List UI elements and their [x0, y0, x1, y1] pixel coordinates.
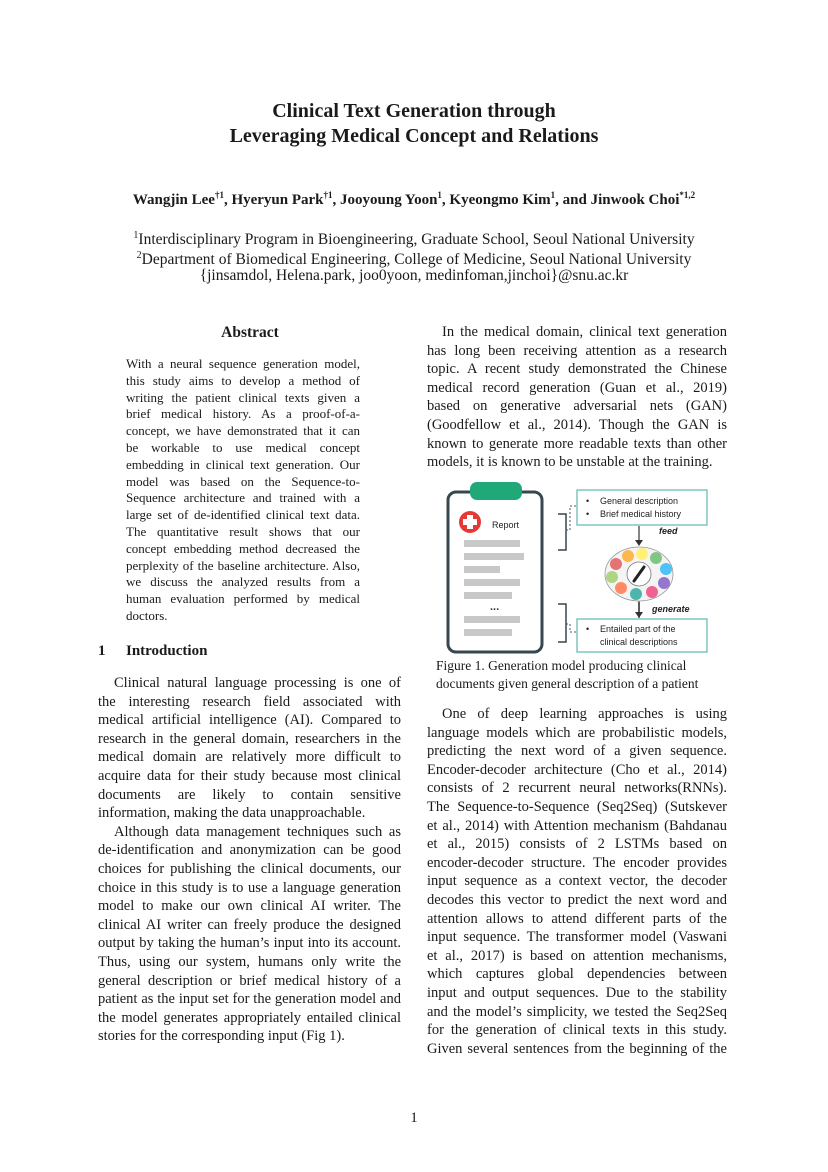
body-text-line: research in the general domain, researchers in the	[98, 730, 401, 747]
author-name: Kyeongmo Kim	[449, 192, 551, 208]
input-connector	[566, 506, 576, 530]
text-bar	[464, 579, 520, 586]
body-text-line: et al., 2015) consists of 2 LSTMs based on	[427, 836, 727, 853]
body-text-line: topic. A recent study demonstrated the Chinese	[427, 361, 727, 378]
body-text-line: Given several sentences from the beginning of the	[427, 1040, 727, 1057]
body-text-line: One of deep learning approaches is using	[442, 706, 727, 722]
body-text-line: clinical AI writer can freely produce the designed	[98, 916, 401, 933]
author-emails: {jinsamdol, Helena.park, joo0yoon, medinfoman,jinchoi}@snu.ac.kr	[199, 267, 629, 284]
paper-title-line-2: Leveraging Medical Concept and Relations	[229, 125, 599, 147]
output-line: clinical descriptions	[600, 637, 678, 647]
input-bullet: •	[586, 496, 590, 506]
body-text-line: medical artificial intelligence (AI). Compared to	[98, 712, 401, 729]
abstract-heading: Abstract	[221, 324, 279, 341]
body-text-line: the model generates appropriately entailed clinical	[98, 1009, 401, 1026]
author-list: Wangjin Lee$^{\dagger 1}$, Hyeryun Park$^{\dagger 1}$, Jooyoung Yoon$^1$, Kyeongmo Kim$^1$, and Jinwook Choi$^{*1,2}$	[132, 190, 696, 208]
affiliation-text: Interdisciplinary Program in Bioengineering, Graduate School, Seoul National University	[138, 231, 695, 249]
output-bullet: •	[586, 624, 590, 634]
author-sup: 1	[550, 190, 556, 200]
body-text-line: language models which are probabilistic models,	[427, 724, 727, 741]
body-text-line: model to make our own clinical AI writer. The	[98, 898, 401, 915]
generate-label: generate	[652, 604, 690, 614]
body-text-line: based on generative adversarial nets (GAN)	[427, 398, 727, 415]
body-text-line: and the model’s simplicity, we tested the Seq2Seq	[427, 1003, 727, 1020]
section-number: 1	[98, 643, 106, 659]
body-text-line: models, it is known to be unstable at the training.	[427, 454, 713, 471]
clipboard-clip	[470, 482, 522, 500]
body-text-line: information, making the data unapproachable.	[98, 805, 366, 822]
abstract-line: we discuss the analyzed results from a	[126, 574, 360, 590]
ellipsis: ...	[490, 601, 500, 613]
body-text-line: choice in this study is to use a language generation	[98, 879, 401, 896]
author-sup: †1	[214, 190, 224, 200]
author-name: Jooyoung Yoon	[340, 192, 438, 208]
abstract-line: large set of de-identified clinical text data.	[126, 507, 360, 523]
input-item: General description	[600, 496, 679, 506]
output-bracket	[558, 604, 566, 642]
abstract-line: The quantitative result shows that our	[126, 524, 360, 539]
text-bar	[464, 553, 524, 560]
text-bar	[464, 616, 520, 623]
output-connector	[566, 624, 576, 632]
affiliation-text: Department of Biomedical Engineering, College of Medicine, Seoul National University	[141, 251, 692, 269]
page-number: 1	[410, 1110, 418, 1126]
figure-caption-line-2: documents given general description of a patient	[436, 676, 699, 691]
input-item: Brief medical history	[600, 509, 682, 519]
body-text-line: documents are likely to contain sensitive	[98, 786, 401, 803]
body-text-line: acquire data for their study because most clinical	[98, 768, 401, 784]
abstract-line: writing the patient clinical texts given a	[126, 389, 360, 405]
body-text-line: medical record generation (Guan et al., 2019)	[427, 379, 727, 396]
body-text-line: Clinical natural language processing is one of	[114, 675, 401, 691]
body-text-line: Encoder-decoder architecture (Cho et al., 2014)	[427, 761, 727, 778]
body-text-line: attention allows to attend different parts of the	[427, 910, 727, 927]
body-text-line: Although data management techniques such as	[114, 823, 401, 840]
abstract-line: perplexity of the baseline architecture. Also,	[126, 557, 360, 573]
body-text-line: (Goodfellow et al., 2014). Though the GAN is	[427, 417, 727, 433]
body-text-line: The Sequence-to-Sequence (Seq2Seq) (Sutskever	[427, 799, 727, 815]
body-text-line: for the generation of clinical texts in this study.	[427, 1022, 727, 1039]
body-text-line: input sequence as a context vector, the decoder	[427, 873, 727, 890]
body-text-line: input and output sequences. Due to the stability	[427, 985, 727, 1001]
body-text-line: output by taking the human’s input into its account.	[98, 935, 401, 952]
text-bar	[464, 566, 500, 573]
figure-caption-line-1: Figure 1. Generation model producing clinical	[436, 658, 687, 673]
section-title: Introduction	[126, 643, 208, 659]
medical-cross-icon-h	[463, 519, 477, 525]
abstract-line: brief medical history. As a proof-of-a-	[126, 406, 360, 422]
body-text-line: choices for publishing the clinical documents, our	[98, 861, 401, 877]
body-text-line: decodes this vector to predict the next word and	[427, 892, 727, 908]
body-text-line: stories for the corresponding input (Fig 1).	[98, 1028, 345, 1045]
author-name: Hyeryun Park	[231, 192, 324, 208]
author-sup: *1,2	[679, 190, 696, 200]
input-bullet: •	[586, 509, 590, 519]
generate-arrow-head	[635, 612, 643, 618]
author-name: Jinwook Choi	[590, 192, 680, 208]
body-text-line: predicting the next word of a given sequence.	[427, 743, 727, 760]
author-name: Wangjin Lee	[132, 192, 215, 208]
body-text-line: medical domain are relatively more difficult to	[98, 749, 401, 766]
abstract-line: With a neural sequence generation model,	[126, 356, 360, 371]
affiliation-sup: 1	[133, 230, 139, 241]
text-bar	[464, 629, 512, 636]
abstract-line: embedding in clinical text generation. Our	[126, 456, 360, 472]
abstract-line: model was based on the Sequence-to-	[126, 473, 360, 489]
body-text-line: patient as the input set for the generation model and	[98, 991, 401, 1008]
figure-1	[436, 478, 736, 654]
body-text-line: general description or brief medical history of a	[98, 972, 401, 989]
section-heading	[98, 643, 207, 660]
input-bracket	[558, 514, 566, 550]
abstract-line: human evaluation performed by medical	[126, 591, 360, 607]
affiliation-sup: 2	[136, 250, 142, 261]
abstract-line: doctors.	[126, 608, 168, 623]
body-text-line: encoder-decoder structure. The encoder provides	[427, 854, 727, 871]
abstract-line: concept embedding method decreased the	[126, 540, 360, 556]
body-text-line: et al., 2014) with Attention mechanism (Bahdanau	[427, 817, 727, 834]
output-line: Entailed part of the	[600, 624, 676, 634]
text-bar	[464, 592, 512, 599]
paper-title-line-1: Clinical Text Generation through	[272, 100, 556, 122]
abstract-line: concept, we have demonstrated that it can	[126, 423, 360, 439]
body-text-line: input sequence. The transformer model (Vaswani	[427, 929, 727, 946]
text-bar	[464, 540, 520, 547]
abstract-line: Sequence architecture and trained with a	[126, 490, 360, 506]
body-text-line: known to generate more readable texts than other	[427, 435, 727, 452]
body-text-line: et al., 2017) is based on attention mechanisms,	[427, 947, 727, 964]
body-text-line: which captures global dependencies between	[427, 966, 727, 983]
feed-label: feed	[659, 526, 678, 536]
body-text-line: de-identification and anonymization can be good	[98, 842, 401, 859]
body-text-line: In the medical domain, clinical text generation	[442, 324, 727, 340]
author-sup: †1	[323, 190, 333, 200]
body-text-line: consists of 2 recurrent neural networks(RNNs).	[427, 780, 727, 797]
body-text-line: Thus, using our system, humans only write the	[98, 954, 401, 970]
body-text-line: has long been receiving attention as a research	[427, 342, 727, 359]
body-text-line: the interesting research field associated with	[98, 693, 401, 710]
abstract-line: this study aims to develop a method of	[126, 372, 360, 388]
report-label: Report	[492, 520, 520, 530]
abstract-line: be workable to use medical concept	[126, 440, 360, 455]
author-sup: 1	[437, 190, 442, 200]
feed-arrow-head	[635, 540, 643, 546]
